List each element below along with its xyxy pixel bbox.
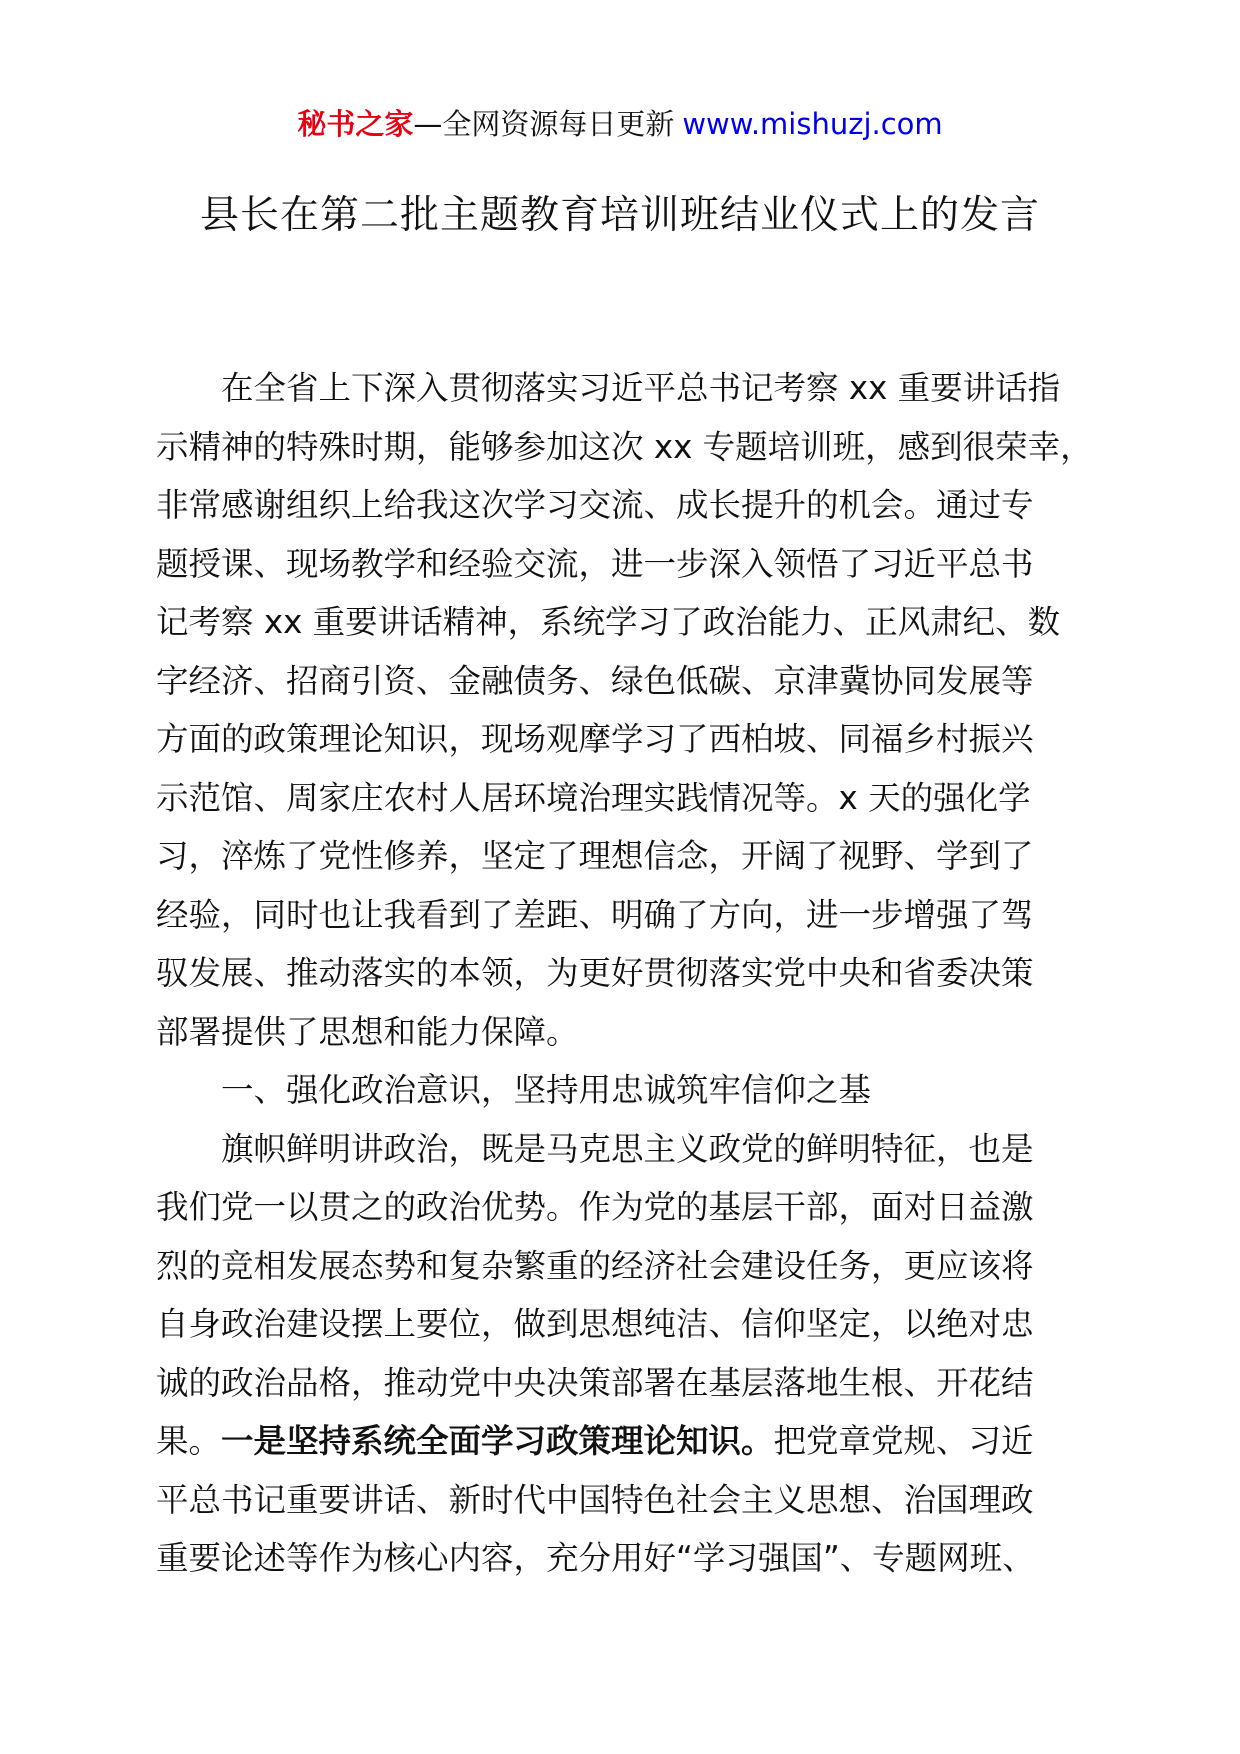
paragraph-1-line: 示精神的特殊时期，能够参加这次 xx 专题培训班，感到很荣幸， [156,427,1093,466]
bold-subheading: 一是坚持系统全面学习政策理论知识。 [221,1422,774,1460]
paragraph-2-line: 自身政治建设摆上要位，做到思想纯洁、信仰坚定，以绝对忠 [156,1305,1034,1343]
paragraph-2-line: 我们党一以贯之的政治优势。作为党的基层干部，面对日益激 [156,1188,1034,1226]
document-body [156,359,1091,1588]
paragraph-2-line: 平总书记重要讲话、新时代中国特色社会主义思想、治国理政 [156,1480,1034,1519]
paragraph-2-line [156,1412,1091,1471]
paragraph-1-line: 驭发展、推动落实的本领，为更好贯彻落实党中央和省委决策 [156,954,1034,992]
paragraph-2-line: 旗帜鲜明讲政治，既是马克思主义政党的鲜明特征，也是 [221,1129,1034,1168]
line-text: 果。 [156,1422,222,1460]
paragraph-2-line: 重要论述等作为核心内容，充分用好“学习强国”、专题网班、 [156,1539,1035,1577]
paragraph-1-line: 经验，同时也让我看到了差距、明确了方向，进一步增强了驾 [156,895,1034,934]
paragraph-1-line: 题授课、现场教学和经验交流，进一步深入领悟了习近平总书 [156,544,1034,583]
site-link[interactable]: www.mishuzj.com [682,107,943,141]
paragraph-1-line: 部署提供了思想和能力保障。 [156,1012,579,1051]
paragraph-1-line: 记考察 xx 重要讲话精神，系统学习了政治能力、正风肃纪、数 [156,603,1061,641]
paragraph-1-line: 字经济、招商引资、金融债务、绿色低碳、京津冀协同发展等 [156,661,1034,700]
paragraph-1-line: 习，淬炼了党性修养，坚定了理想信念，开阔了视野、学到了 [156,837,1034,875]
document-title: 县长在第二批主题教育培训班结业仪式上的发言 [199,193,1040,238]
paragraph-2-line: 烈的竞相发展态势和复杂繁重的经济社会建设任务，更应该将 [156,1246,1034,1285]
header-tagline: —全网资源每日更新 [413,107,675,141]
paragraph-1-line: 示范馆、周家庄农村人居环境治理实践情况等。x 天的强化学 [156,778,1031,817]
line-text: 把党章党规、习近 [773,1422,1034,1460]
paragraph-1-line: 非常感谢组织上给我这次学习交流、成长提升的机会。通过专 [156,486,1034,524]
paragraph-2-line: 诚的政治品格，推动党中央决策部署在基层落地生根、开花结 [156,1363,1034,1402]
site-header [0,104,1240,144]
paragraph-1-line: 方面的政策理论知识，现场观摩学习了西柏坡、同福乡村振兴 [156,720,1034,758]
brand-name: 秘书之家 [297,107,414,141]
section-heading: 一、强化政治意识，坚持用忠诚筑牢信仰之基 [221,1071,872,1109]
paragraph-1-line: 在全省上下深入贯彻落实习近平总书记考察 xx 重要讲话指 [221,369,1061,407]
